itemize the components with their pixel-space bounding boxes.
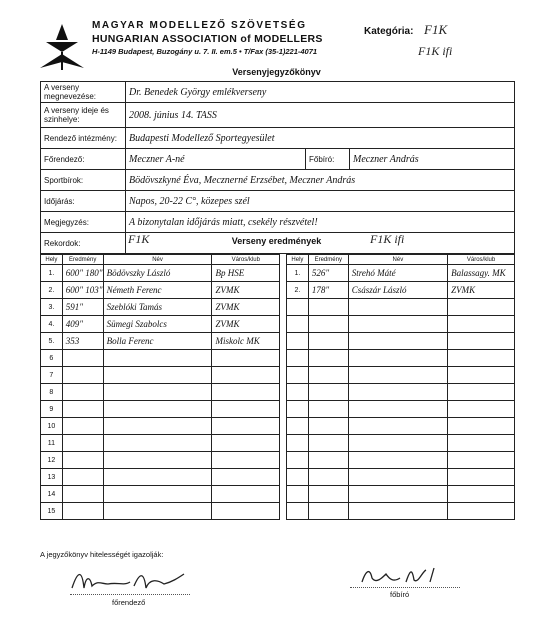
notes-label: Megjegyzés: [41,212,126,233]
name-column-header: Név [103,255,212,265]
organizer-label: Rendező intézmény: [41,128,126,149]
results-section-title: Verseny eredmények [231,236,322,246]
name-cell [103,418,212,435]
table-row [287,333,515,350]
table-row [41,418,280,435]
table-row [41,469,280,486]
place-cell: 5. [41,333,63,350]
club-cell [448,333,515,350]
info-row-notes [41,212,515,233]
judges-value: Bödövszkyné Éva, Mecznerné Erzsébet, Meczner András [126,170,515,191]
club-cell [448,486,515,503]
club-cell [212,350,280,367]
name-cell [103,350,212,367]
name-cell [348,333,447,350]
info-row-officials [41,149,515,170]
director-label: Főrendező: [41,149,126,170]
club-cell: Miskolc MK [212,333,280,350]
club-cell [212,367,280,384]
table-row [41,452,280,469]
place-cell: 1. [287,265,309,282]
info-row-name [41,82,515,103]
document-title: Versenyjegyzőkönyv [232,67,321,77]
place-cell: 8 [41,384,63,401]
result-cell: 600" 180" [62,265,103,282]
certification-text: A jegyzőkönyv hitelességét igazolják: [40,550,164,559]
competition-date-value: 2008. június 14. TASS [126,103,515,128]
result-cell: 591" [62,299,103,316]
table-row [287,384,515,401]
name-column-header: Név [348,255,447,265]
table-row [41,503,280,520]
name-cell [103,503,212,520]
name-cell [348,469,447,486]
name-cell [348,367,447,384]
result-cell [308,367,348,384]
right-category-heading: F1K ifi [370,232,405,246]
club-cell [448,503,515,520]
club-cell [448,316,515,333]
place-cell [287,316,309,333]
competition-date-label: A verseny ideje és szinhelye: [41,103,126,128]
name-cell [103,401,212,418]
table-row [287,401,515,418]
results-header-row [41,255,280,265]
place-column-header: Hely [41,255,63,265]
place-cell [287,333,309,350]
club-cell [212,452,280,469]
result-cell [308,452,348,469]
name-cell [103,486,212,503]
chief-judge-signature-label: főbíró [390,590,410,599]
org-address: H-1149 Budapest, Buzogány u. 7. II. em.5 • T/Fax (35-1)221-4071 [92,47,318,56]
name-cell [103,367,212,384]
club-cell [212,384,280,401]
result-cell: 409" [62,316,103,333]
result-cell [308,316,348,333]
name-cell [103,435,212,452]
org-name-english: HUNGARIAN ASSOCIATION of MODELLERS [92,33,323,45]
competition-name-label: A verseny megnevezése: [41,82,126,103]
table-row [287,299,515,316]
place-cell [287,367,309,384]
result-cell [308,503,348,520]
director-value: Meczner A-né [126,149,306,170]
place-cell: 12 [41,452,63,469]
info-row-organizer [41,128,515,149]
table-row [41,384,280,401]
table-row [287,435,515,452]
results-table-right [286,254,515,520]
name-cell [348,316,447,333]
result-cell [62,452,103,469]
competition-info-table [40,81,515,254]
name-cell: Bödövszky László [103,265,212,282]
table-row [41,299,280,316]
result-cell [308,418,348,435]
place-cell: 10 [41,418,63,435]
place-cell [287,503,309,520]
club-cell [212,486,280,503]
place-cell: 2. [41,282,63,299]
place-cell: 2. [287,282,309,299]
result-cell: 178" [308,282,348,299]
table-row [287,503,515,520]
notes-value: A bizonytalan időjárás miatt, csekély részvétel! [126,212,515,233]
place-cell [287,435,309,452]
weather-label: Időjárás: [41,191,126,212]
club-cell [448,469,515,486]
place-cell: 4. [41,316,63,333]
table-row [41,350,280,367]
name-cell [103,469,212,486]
result-cell [308,350,348,367]
place-cell [287,452,309,469]
chief-judge-label: Főbíró: [306,149,350,170]
club-cell [448,367,515,384]
club-column-header: Város/klub [448,255,515,265]
club-cell [212,401,280,418]
chief-judge-signature [356,564,446,588]
records-label: Rekordok: [41,233,126,254]
result-cell [62,435,103,452]
place-cell: 11 [41,435,63,452]
result-cell [62,469,103,486]
table-row [287,316,515,333]
name-cell [348,452,447,469]
name-cell [348,384,447,401]
club-cell [448,418,515,435]
name-cell [348,435,447,452]
result-cell [62,418,103,435]
result-cell [308,333,348,350]
club-cell [448,452,515,469]
result-column-header: Eredmény [308,255,348,265]
result-cell [308,299,348,316]
table-row [287,350,515,367]
name-cell: Császár László [348,282,447,299]
name-cell: Németh Ferenc [103,282,212,299]
result-cell: 600" 103" [62,282,103,299]
table-row [41,486,280,503]
result-column-header: Eredmény [62,255,103,265]
club-cell [448,299,515,316]
name-cell [348,418,447,435]
info-row-judges [41,170,515,191]
club-cell [212,503,280,520]
name-cell: Bolla Ferenc [103,333,212,350]
club-column-header: Város/klub [212,255,280,265]
table-row [287,418,515,435]
table-row [41,316,280,333]
name-cell: Szeblóki Tamás [103,299,212,316]
table-row [287,452,515,469]
info-row-date [41,103,515,128]
table-row [287,486,515,503]
result-cell [308,486,348,503]
result-cell [308,384,348,401]
place-cell: 15 [41,503,63,520]
category-value-1: F1K [424,22,448,37]
competition-name-value: Dr. Benedek György emlékverseny [126,82,515,103]
club-cell: Bp HSE [212,265,280,282]
club-cell: ZVMK [212,299,280,316]
table-row [287,367,515,384]
left-category-heading: F1K [128,232,150,246]
name-cell [103,384,212,401]
director-signature-label: főrendező [112,598,146,607]
chief-judge-signature-line [350,587,460,588]
result-cell [308,435,348,452]
club-cell [448,401,515,418]
place-cell: 9 [41,401,63,418]
club-cell: ZVMK [212,316,280,333]
weather-value: Napos, 20-22 C°, közepes szél [126,191,515,212]
club-cell [448,435,515,452]
club-cell [212,418,280,435]
table-row [41,265,280,282]
result-cell [62,384,103,401]
category-value-2: F1K ifi [418,44,453,58]
name-cell [348,350,447,367]
name-cell [103,452,212,469]
result-cell: 526" [308,265,348,282]
org-name-hungarian: MAGYAR MODELLEZŐ SZÖVETSÉG [92,20,307,31]
results-table-left [40,254,280,520]
place-cell: 13 [41,469,63,486]
info-row-weather [41,191,515,212]
name-cell [348,503,447,520]
judges-label: Sportbírok: [41,170,126,191]
place-cell [287,401,309,418]
result-cell [62,401,103,418]
table-row [41,435,280,452]
club-cell [448,384,515,401]
place-cell [287,469,309,486]
name-cell [348,486,447,503]
place-cell: 1. [41,265,63,282]
result-cell [62,486,103,503]
place-cell [287,350,309,367]
club-cell: ZVMK [212,282,280,299]
name-cell: Strehó Máté [348,265,447,282]
place-cell [287,418,309,435]
club-cell: ZVMK [448,282,515,299]
place-cell: 3. [41,299,63,316]
club-cell [212,469,280,486]
director-signature [68,566,198,594]
place-cell: 6 [41,350,63,367]
result-cell: 353 [62,333,103,350]
place-cell: 7 [41,367,63,384]
category-label: Kategória: [364,26,414,37]
result-cell [308,401,348,418]
chief-judge-value: Meczner András [350,149,515,170]
club-cell [212,435,280,452]
result-cell [62,503,103,520]
place-cell [287,299,309,316]
table-row [41,367,280,384]
table-row [41,282,280,299]
name-cell: Sümegi Szabolcs [103,316,212,333]
organizer-value: Budapesti Modellező Sportegyesület [126,128,515,149]
name-cell [348,401,447,418]
result-cell [308,469,348,486]
result-cell [62,350,103,367]
place-column-header: Hely [287,255,309,265]
table-row [287,265,515,282]
table-row [41,401,280,418]
results-header-row [287,255,515,265]
place-cell [287,486,309,503]
name-cell [348,299,447,316]
club-cell: Balassagy. MK [448,265,515,282]
result-cell [62,367,103,384]
table-row [287,469,515,486]
club-cell [448,350,515,367]
table-row [41,333,280,350]
association-logo [38,22,86,72]
place-cell [287,384,309,401]
table-row [287,282,515,299]
director-signature-line [70,594,190,595]
place-cell: 14 [41,486,63,503]
